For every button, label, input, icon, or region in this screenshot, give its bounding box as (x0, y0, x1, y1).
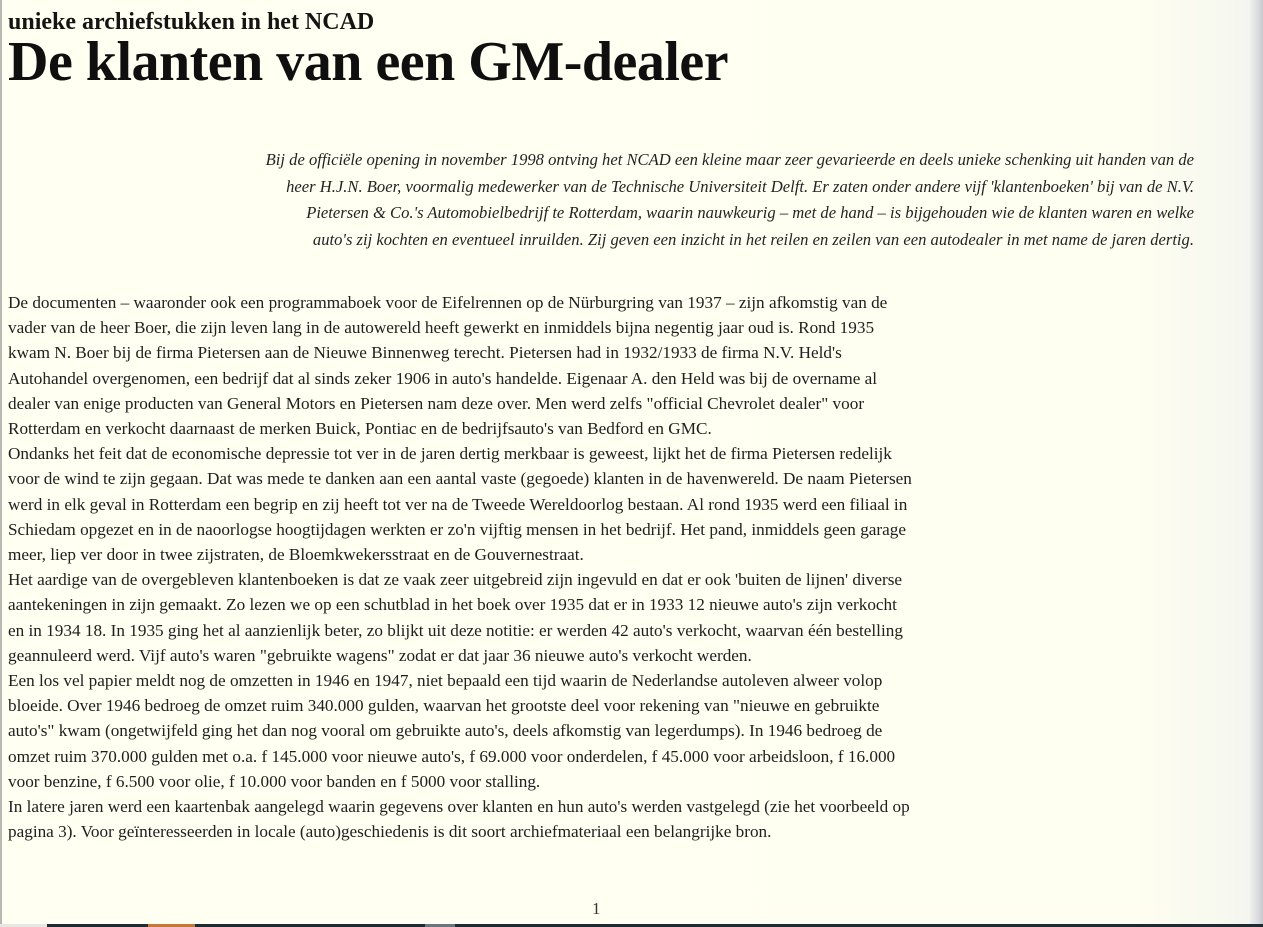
body-line: pagina 3). Voor geïnteresseerden in locale (auto)geschiedenis is dit soort archiefmateriaal een belangrijke bron. (8, 822, 772, 842)
body-line: Schiedam opgezet en in de naoorlogse hoogtijdagen werkten er zo'n vijftig mensen in het bedrijf. Het pand, inmiddels geen garage (8, 519, 906, 539)
body-line: geannuleerd werd. Vijf auto's waren "gebruikte wagens" zodat er dat jaar 36 nieuwe auto's verkocht werden. (8, 645, 752, 665)
section-kicker: unieke archiefstukken in het NCAD (8, 9, 375, 35)
body-line: werd in elk geval in Rotterdam een begrip en zij heeft tot ver na de Tweede Wereldoorlog bestaan. Al rond 1935 werd een filiaal in (8, 494, 908, 514)
body-line: Autohandel overgenomen, een bedrijf dat al sinds zeker 1906 in auto's handelde. Eigenaar A. den Held was bij de overname al (8, 368, 878, 388)
body-line: bloeide. Over 1946 bedroeg de omzet ruim 340.000 gulden, waarvan het grootste deel voor rekening van "nieuwe en gebruikte (8, 696, 880, 716)
body-line: In latere jaren werd een kaartenbak aangelegd waarin gegevens over klanten en hun auto's werden vastgelegd (zie het voorbeeld op (8, 797, 910, 817)
body-line: omzet ruim 370.000 gulden met o.a. f 145.000 voor nieuwe auto's, f 69.000 voor onderdelen, f 45.000 voor arbeidsloon, f 16.000 (8, 746, 896, 766)
body-line: Ondanks het feit dat de economische depressie tot ver in de jaren dertig merkbaar is geweest, lijkt het de firma Pietersen redelijk (8, 444, 892, 464)
vertical-scrollbar[interactable] (1250, 0, 1263, 924)
body-text (8, 290, 1208, 844)
body-line: aantekeningen in zijn gemaakt. Zo lezen we op een schutblad in het boek over 1935 dat er in 1933 12 nieuwe auto's zijn verkocht (8, 595, 897, 615)
body-line: Een los vel papier meldt nog de omzetten in 1946 en 1947, niet bepaald een tijd waarin de Nederlandse autoleven alweer volop (8, 671, 883, 691)
intro-paragraph (32, 147, 1194, 253)
page-title: De klanten van een GM-dealer (8, 31, 729, 93)
body-line: Het aardige van de overgebleven klantenboeken is dat ze vaak zeer uitgebreid zijn ingevuld en dat er ook 'buiten de lijnen' diverse (8, 570, 903, 590)
body-line: kwam N. Boer bij de firma Pietersen aan de Nieuwe Binnenweg terecht. Pietersen had in 1932/1933 de firma N.V. Held's (8, 343, 842, 363)
page-number: 1 (592, 899, 601, 918)
body-line: meer, liep ver door in twee zijstraten, de Bloemkwekersstraat en de Gouvernestraat. (8, 545, 584, 565)
body-line: De documenten – waaronder ook een programmaboek voor de Eifelrennen op de Nürburgring van 1937 – zijn afkomstig van de (8, 293, 888, 312)
intro-line: auto's zij kochten en eventueel inruilden. Zij geven een inzicht in het reilen en zeilen van een autodealer in met name de jaren dertig. (312, 229, 1194, 249)
body-line: voor benzine, f 6.500 voor olie, f 10.000 voor banden en f 5000 voor stalling. (8, 771, 541, 791)
body-line: en in 1934 18. In 1935 ging het al aanzienlijk beter, zo blijkt uit deze notitie: er werden 42 auto's verkocht, waarvan één bestelling (8, 620, 903, 640)
body-line: dealer van enige producten van General Motors en Pietersen nam deze over. Men werd zelfs "official Chevrolet dealer" voor (8, 393, 865, 413)
intro-line: Bij de officiële opening in november 1998 ontving het NCAD een kleine maar zeer gevarieerde en deels unieke schenking uit handen van de (265, 150, 1194, 169)
intro-line: heer H.J.N. Boer, voormalig medewerker van de Technische Universiteit Delft. Er zaten onder andere vijf 'klantenboeken' bij van de N.V. (286, 176, 1194, 196)
body-line: voor de wind te zijn gegaan. Dat was mede te danken aan een aantal vaste (gegoede) klanten in de havenwereld. De naam Pietersen (8, 469, 912, 489)
body-line: vader van de heer Boer, die zijn leven lang in de autowereld heeft gewerkt en inmiddels bijna negentig jaar oud is. Rond 1935 (8, 318, 875, 338)
body-line: Rotterdam en verkocht daarnaast de merken Buick, Pontiac en de bedrijfsauto's van Bedford en GMC. (8, 419, 712, 439)
intro-line: Pietersen & Co.'s Automobielbedrijf te Rotterdam, waarin nauwkeurig – met de hand – is bijgehouden wie de klanten waren en welke (306, 203, 1194, 222)
body-line: auto's" kwam (ongetwijfeld ging het dan nog vooral om gebruikte auto's, deels afkomstig van legerdumps). In 1946 bedroeg de (8, 721, 883, 741)
